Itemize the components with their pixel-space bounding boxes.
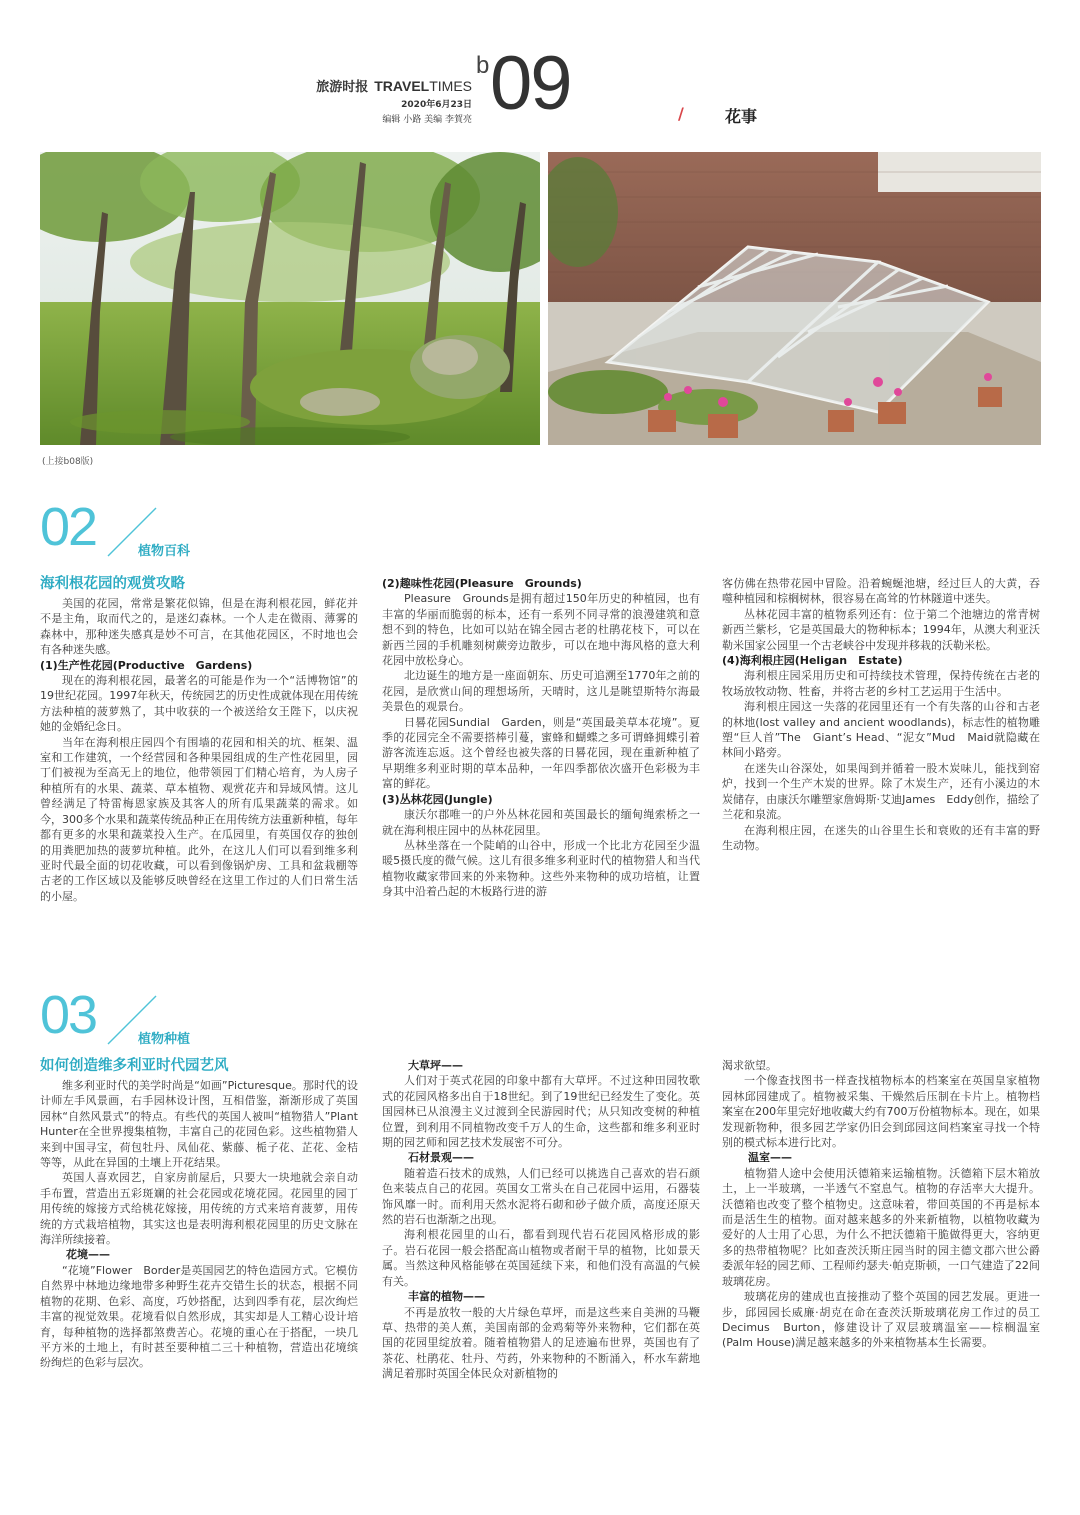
- paragraph: 在迷失山谷深处，如果闯到并循着一股木炭味儿，能找到窑炉，找到一个生产木炭的世界。除了木炭生产，还有小溪边的木炭储存，由康沃尔雕塑家詹姆斯·艾迪James Eddy创作，描绘了兰花和泉流。: [722, 761, 1040, 822]
- section-03-number: 03: [40, 985, 97, 1045]
- paragraph: 渴求欲望。: [722, 1059, 777, 1072]
- masthead: [300, 41, 860, 132]
- paragraph: 一个像查找图书一样查找植物标本的档案室在英国皇家植物园林邱园建成了。植物被采集、干燥然后压制在卡片上。植物档案室在200年里完好地收藏大约有700万份植物标本。现在，如果发现新物种，很多园艺学家仍旧会到邱园这间档案室寻找一个特别的模式标本进行比对。: [722, 1074, 1040, 1150]
- paragraph: 海利根庄园采用历史和可持续技术管理，保持传统在古老的牧场放牧动物、牲畜，并将古老的乡村工艺运用于生活中。: [722, 669, 1040, 698]
- subheading: 大草坪——: [408, 1059, 463, 1072]
- subheading: (1)生产性花园(Productive Gardens): [40, 658, 253, 672]
- section-03-column-2: [382, 1058, 700, 1382]
- paragraph: 丛林花园丰富的植物系列还有：位于第二个池塘边的常青树新西兰紫杉，它是英国最大的物种标本；1994年，从澳大利亚沃勒米国家公园里一个古老峡谷中发现并移栽的沃勒米松。: [722, 607, 1040, 652]
- section-03-column-3: [722, 1058, 1040, 1351]
- section-02-column-3: [722, 576, 1040, 853]
- section-02-number: 02: [40, 497, 97, 557]
- paragraph: 当年在海利根庄园四个有围墙的花园和相关的坑、框架、温室和工作建筑，一个经营园和各种果园组成的生产性花园里，园丁们被视为至高无上的地位，他带领园丁们精心培育，为人房子种植所有的水果、蔬菜、草本植物、观赏花卉和异域风情。这儿曾经满足了特雷梅恩家族及其客人的所有瓜果蔬菜的需求。如今，300多个水果和蔬菜传统品种正在用传统方法重新种植，每年都有更多的水果和蔬菜投入生产。在瓜园里，有英国仅存的独创的用粪肥加热的菠萝坑种植。此外，在这儿人们可以看到维多利亚时代最全面的切花收藏，可以看到像锅炉房、工具和盆栽棚等古老的工作区域以及能够反映曾经在这里工作过的人们日常生活的小屋。: [40, 735, 358, 903]
- subheading: 温室——: [748, 1151, 792, 1165]
- garden-sculpture-photo: [40, 152, 540, 445]
- article-title-victorian: 如何创造维多利亚时代园艺风: [40, 1058, 229, 1074]
- paragraph: 康沃尔郡唯一的户外丛林花园和英国最长的缅甸绳索桥之一就在海利根庄园中的丛林花园里。: [382, 808, 700, 837]
- newspaper-name-en-light: TIMES: [429, 78, 472, 94]
- section-02-column-2: [382, 576, 700, 900]
- section-02-header: [40, 497, 340, 560]
- subheading: 石材景观——: [408, 1151, 474, 1165]
- paragraph: 现在的海利根花园，最著名的可能是作为一个“活博物馆”的19世纪花园。1997年秋天，传统园艺的历史性成就体现在用传统方法种植的菠萝熟了，其中收获的一个被送给女王陛下，以庆祝她的金婚纪念日。: [40, 674, 358, 734]
- subheading: (4)海利根庄园(Heligan Estate): [722, 654, 903, 668]
- paragraph: 在海利根庄园，在迷失的山谷里生长和衰败的还有丰富的野生动物。: [722, 823, 1040, 852]
- issue-date: 2020年6月23日: [401, 100, 472, 110]
- section-03-header: [40, 985, 340, 1048]
- paragraph: Pleasure Grounds是拥有超过150年历史的种植园，也有丰富的华丽而脆弱的标本，还有一系列不同寻常的浪漫建筑和意想不到的特色，比如可以站在锦全园古老的杜鹃花枝下，可以在新西兰园的手机雕刻树蕨旁边散步，可以在地中海风格的意大利花园中放松身心。: [382, 592, 700, 668]
- section-03-column-1: [40, 1056, 369, 1371]
- subheading: 花境——: [66, 1248, 110, 1262]
- paragraph: 北边诞生的地方是一座面朝东、历史可追溯至1770年之前的花园，是欣赏山间的理想场所，天晴时，这儿是眺望斯特尔海最美景色的观景台。: [382, 669, 700, 714]
- paragraph: 人们对于英式花园的印象中都有大草坪。不过这种田园牧歌式的花园风格多出自于18世纪。到了19世纪已经发生了变化。英国园林已从浪漫主义过渡到全民游园时代；从只知改变树的种植位置，到利用不同植物改变千万人的生命，这些都和维多利亚时期的园艺师和园艺技术发展密不可分。: [382, 1074, 700, 1150]
- subheading: (3)丛林花园(Jungle): [382, 792, 493, 806]
- newspaper-name-cn: 旅游时报: [316, 80, 369, 95]
- paragraph: 客仿佛在热带花园中冒险。沿着蜿蜒池塘，经过巨人的大黄，吞噬种植园和棕榈树林，很容易在高耸的竹林隧道中迷失。: [722, 577, 1040, 606]
- subheading: (2)趣味性花园(Pleasure Grounds): [382, 577, 582, 590]
- paragraph: 美国的花园，常常是繁花似锦，但是在海利根花园，鲜花并不是主角，取而代之的，是迷幻森林。一个人走在微雨、薄雾的森林中，那种迷失感真是妙不可言，在其他花园区，不时地也会有各种迷失感。: [40, 597, 358, 657]
- newspaper-name-en-bold: TRAVEL: [374, 78, 430, 94]
- newspaper-name: [312, 76, 472, 95]
- masthead-info: [312, 76, 472, 125]
- greenhouse-photo: [548, 152, 1041, 445]
- paragraph: “花境”Flower Border是英国园艺的特色造园方式。它模仿自然界中林地边缘地带多种野生花卉交错生长的状态，根据不同植物的花期、色彩、高度，巧妙搭配，达到四季有花，层次绚烂丰富的视觉效果。花境看似自然形成，其实却是人工精心设计培育，每种植物的选择都煞费苦心。花境的重心在于搭配，一块几平方米的土地上，有时甚至要种植二三十种植物，营造出花境缤纷绚烂的色彩与层次。: [40, 1263, 358, 1370]
- section-divider: /: [678, 104, 684, 123]
- section-name: 花事: [725, 107, 758, 126]
- section-03-title: 植物种植: [138, 1032, 191, 1047]
- paragraph: 海利根庄园这一失落的花园里还有一个有失落的山谷和古老的林地(lost valley and ancient woodlands)，标志性的植物雕塑“巨人首”The Giant’s Head、“泥女”Mud Maid就隐藏在林间小路旁。: [722, 700, 1040, 760]
- article-title-heligan: 海利根花园的观赏攻略: [40, 576, 185, 592]
- paragraph: 英国人喜欢园艺，自家房前屋后，只要大一块地就会亲自动手布置，营造出五彩斑斓的社会花园或花境花园。花园里的园丁用传统的嫁接方式给桃花嫁接，用传统的方式来培育菠萝，用传统的方式栽培植物，其实这也是表明海利根花园里的历史文脉在海洋所续接着。: [40, 1171, 358, 1247]
- paragraph: 维多利亚时代的美学时尚是“如画”Picturesque。那时代的设计师左手风景画，右手园林设计图，互相借鉴，渐渐形成了英国园林“自然风景式”的特点。有些代的英国人被叫“植物猎人”Plant Hunter在全世界搜集植物，丰富自己的花园色彩。这些植物猎人来到中国寻宝，荷包牡丹、凤仙花、紫藤、栀子花、芷花、金桔等等，从此在异国的土壤上开花结果。: [40, 1079, 369, 1170]
- edition-number: 09: [490, 41, 571, 126]
- editors-credit: 编辑 小路 美编 李賀亮: [382, 115, 472, 125]
- continued-note: (上接b08版): [42, 457, 94, 467]
- paragraph: 玻璃花房的建成也直接推动了整个英国的园艺发展。更进一步，邱园园长威廉·胡克在命在查茨沃斯玻璃花房工作过的员工Decimus Burton，修建设计了双层玻璃温室——棕榈温室(Palm House)满足越来越多的外来植物基本生长需要。: [722, 1290, 1040, 1350]
- paragraph: 丛林坐落在一个陡峭的山谷中，形成一个比北方花园至少温暖5摄氏度的微气候。这儿有很多维多利亚时代的植物猎人和当代植物收藏家带回来的外来物种。这些外来物种的成功培植，让置身其中沿着凸起的木板路行进的游: [382, 838, 700, 899]
- section-02-title: 植物百科: [138, 544, 191, 559]
- paragraph: 海利根花园里的山石，都看到现代岩石花园风格形成的影子。岩石花园一般会搭配高山植物或者耐干旱的植物，比如景天属。当然这种风格能够在英国延续下来，和他们没有高温的气候有关。: [382, 1228, 700, 1288]
- paragraph: 日晷花园Sundial Garden，则是“英国最美草本花境”。夏季的花园完全不需要搭棒引蔓，蜜蜂和蝴蝶之多可谓蜂拥蝶引着游客流连忘返。这个曾经也被失落的日晷花园，现在重新种植了早期维多利亚时期的草本品种，一年四季都依次盛开色彩极为丰富的鲜花。: [382, 715, 700, 791]
- garden-sculpture-photo-icon: [40, 152, 540, 445]
- subheading: 丰富的植物——: [408, 1290, 485, 1304]
- paragraph: 不再是放牧一般的大片绿色草坪，而是这些来自美洲的马鞭草、热带的美人蕉，美国南部的金鸡菊等外来物种，它们都在英国的花园里绽放着。随着植物猎人的足迹遍布世界，英国也有了茶花、杜鹃花、牡丹、芍药，外来物种的不断涌入，杯水车薪地满足着那时英国全体民众对新植物的: [382, 1305, 700, 1381]
- paragraph: 植物猎人途中会使用沃德箱来运输植物。沃德箱下层木箱放土，上一半玻璃，一半透气不窒息气。植物的存活率大大提升。沃德箱也改变了整个植物史。这意味着，带回英国的不再是标本而是活生生的植物。面对越来越多的外来新植物，以植物收藏为爱好的人士用了心思，为什么不把沃德箱干脆做得更大，容纳更多的热带植物呢？比如查茨沃斯庄园当时的园主德文郡六世公爵委派年轻的园艺师、工程师约瑟夫·帕克斯顿，一口气建造了22间玻璃花房。: [722, 1166, 1040, 1288]
- edition-letter: b: [476, 52, 490, 79]
- section-02-column-1: [40, 574, 358, 904]
- paragraph: 随着造石技术的成熟，人们已经可以挑选自己喜欢的岩石颜色来装点自己的花园。英国女工常头在自己花园中运用，石器装饰风靡一时。而利用天然水泥将石砌和砂子做介质，高度还原天然的岩石也渐渐之出现。: [382, 1166, 700, 1227]
- greenhouse-photo-icon: [548, 152, 1041, 445]
